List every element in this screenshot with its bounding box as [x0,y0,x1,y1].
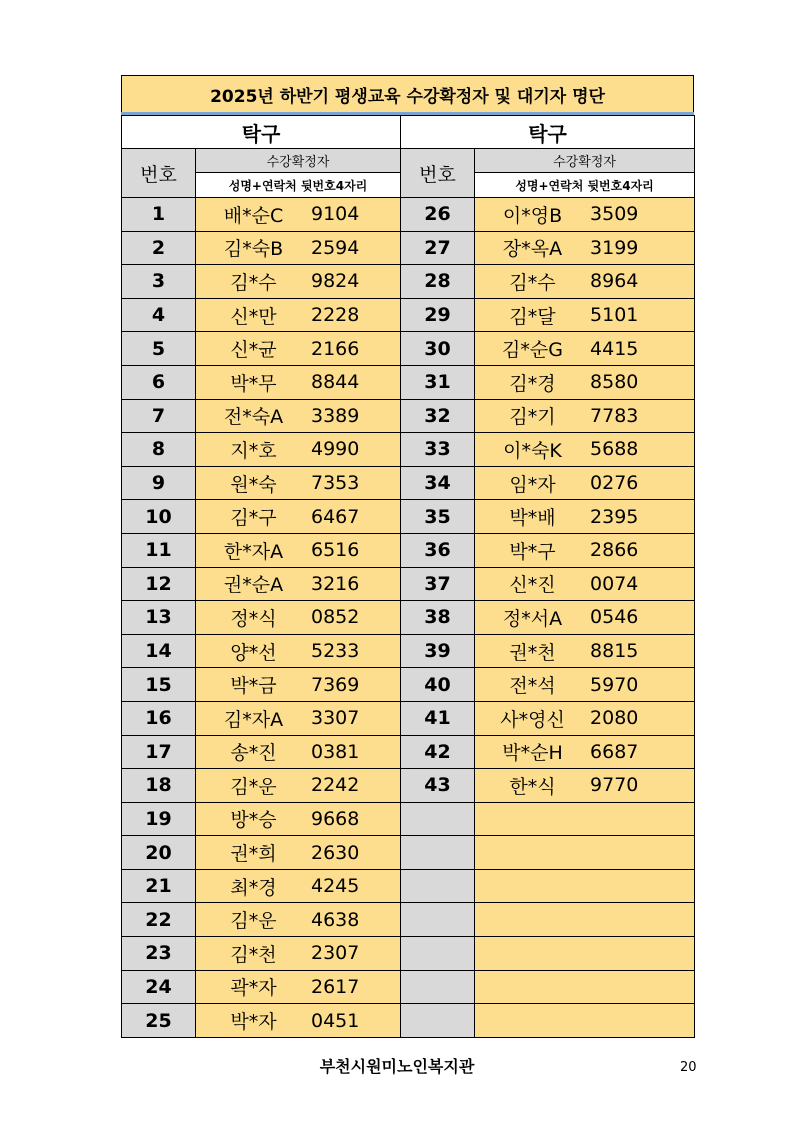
entry-content [475,604,694,631]
entry-content [475,705,694,732]
row-number: 15 [122,668,196,702]
table-row [122,198,695,232]
member-name: 권*천 [509,641,556,664]
row-number: 9 [122,466,196,500]
header-row [122,149,695,173]
row-number [401,937,475,971]
subject-left: 탁구 [122,116,401,149]
entry-content [196,772,400,799]
row-entry [475,937,695,971]
member-name: 전*석 [509,675,556,698]
row-entry [475,567,695,601]
member-name: 임*자 [509,473,556,496]
phone-last4: 2228 [311,304,360,327]
row-number: 21 [122,869,196,903]
phone-last4: 0451 [311,1009,360,1032]
phone-last4: 9668 [311,807,360,830]
phone-last4: 7783 [590,404,639,427]
row-number: 23 [122,937,196,971]
row-entry [475,231,695,265]
row-entry [475,533,695,567]
row-entry [196,298,401,332]
row-entry [475,970,695,1004]
entry-content [475,738,694,765]
row-entry [475,836,695,870]
row-number [401,802,475,836]
table-row [122,802,695,836]
entry-content [196,906,400,933]
table-row [122,500,695,534]
entry-content [475,402,694,429]
name-phone-header-right: 성명+연락처 뒷번호4자리 [475,173,695,198]
member-name: 이*영B [502,204,563,227]
phone-last4: 2630 [311,841,360,864]
member-name: 김*자A [223,708,284,731]
entry-content [196,940,400,967]
row-entry [475,668,695,702]
table-row [122,937,695,971]
phone-last4: 2307 [311,942,360,965]
row-entry [196,970,401,1004]
table-row [122,769,695,803]
member-name: 방*승 [230,809,277,832]
entry-content [196,705,400,732]
row-entry [196,231,401,265]
row-entry [196,802,401,836]
table-row [122,735,695,769]
row-number [401,970,475,1004]
table-row [122,634,695,668]
entry-content [196,604,400,631]
row-entry [475,802,695,836]
row-entry [475,265,695,299]
subject-row [122,116,695,149]
row-entry [475,735,695,769]
phone-last4: 5233 [311,640,360,663]
member-name: 박*배 [509,507,556,530]
row-entry [475,399,695,433]
phone-last4: 2594 [311,236,360,259]
row-entry [196,567,401,601]
entry-content [196,335,400,362]
member-name: 김*구 [230,507,277,530]
member-name: 박*금 [230,675,277,698]
member-name: 권*희 [230,843,277,866]
entry-content [475,470,694,497]
row-entry [196,937,401,971]
row-number: 27 [401,231,475,265]
member-name: 전*숙A [223,406,284,429]
table-row [122,399,695,433]
member-name: 장*옥A [502,238,563,261]
row-entry [196,1004,401,1038]
phone-last4: 0546 [590,606,639,629]
entry-content [475,638,694,665]
member-name: 김*수 [509,271,556,294]
phone-last4: 3509 [590,203,639,226]
member-name: 김*기 [509,406,556,429]
table-row [122,701,695,735]
row-entry [196,265,401,299]
entry-content [475,302,694,329]
row-number: 2 [122,231,196,265]
row-entry [196,533,401,567]
entry-content [475,772,694,799]
phone-last4: 7353 [311,472,360,495]
table-row [122,265,695,299]
entry-content [196,738,400,765]
row-number: 13 [122,601,196,635]
row-entry [475,298,695,332]
row-entry [475,701,695,735]
row-number: 5 [122,332,196,366]
entry-content [196,402,400,429]
row-number: 35 [401,500,475,534]
row-entry [196,634,401,668]
table-row [122,433,695,467]
member-name: 박*순H [502,742,563,765]
number-header-left: 번호 [122,149,196,198]
row-number: 31 [401,365,475,399]
phone-last4: 4990 [311,438,360,461]
phone-last4: 6687 [590,740,639,763]
phone-last4: 5688 [590,438,639,461]
name-phone-header-left: 성명+연락처 뒷번호4자리 [196,173,401,198]
entry-content [196,503,400,530]
phone-last4: 5101 [590,304,639,327]
member-name: 신*균 [230,339,277,362]
entry-content [196,302,400,329]
table-row [122,970,695,1004]
row-number: 25 [122,1004,196,1038]
row-entry [475,869,695,903]
row-entry [475,198,695,232]
row-number: 8 [122,433,196,467]
subject-right: 탁구 [401,116,695,149]
member-name: 원*숙 [230,473,277,496]
member-name: 박*무 [230,372,277,395]
entry-content [475,570,694,597]
member-name: 이*숙K [503,439,562,462]
row-number: 4 [122,298,196,332]
entry-content [475,335,694,362]
entry-content [475,268,694,295]
entry-content [196,570,400,597]
row-number: 43 [401,769,475,803]
row-entry [196,601,401,635]
table-row [122,298,695,332]
row-entry [196,869,401,903]
entry-content [475,234,694,261]
row-number: 33 [401,433,475,467]
entry-content [196,671,400,698]
table-row [122,466,695,500]
row-number [401,903,475,937]
enrollment-sheet [121,75,694,1036]
row-number: 41 [401,701,475,735]
phone-last4: 8844 [311,371,360,394]
entry-content [475,436,694,463]
table-row [122,365,695,399]
enrollment-table [121,115,695,1038]
row-entry [475,634,695,668]
row-entry [196,433,401,467]
member-name: 정*서A [502,607,563,630]
phone-last4: 4415 [590,337,639,360]
row-number: 7 [122,399,196,433]
row-entry [475,601,695,635]
table-row [122,668,695,702]
phone-last4: 9104 [311,203,360,226]
confirmed-header-left: 수강확정자 [196,149,401,173]
entry-content [475,369,694,396]
phone-last4: 0074 [590,572,639,595]
row-entry [475,332,695,366]
row-number: 18 [122,769,196,803]
member-name: 최*경 [230,876,277,899]
phone-last4: 5970 [590,673,639,696]
row-entry [196,769,401,803]
row-number: 20 [122,836,196,870]
row-number: 40 [401,668,475,702]
member-name: 김*운 [230,910,277,933]
entry-content [196,1007,400,1034]
entry-content [196,537,400,564]
member-name: 권*순A [223,574,284,597]
row-entry [196,399,401,433]
entry-content [196,638,400,665]
phone-last4: 9824 [311,270,360,293]
phone-last4: 3216 [311,572,360,595]
row-number: 42 [401,735,475,769]
member-name: 신*진 [509,574,556,597]
row-number: 3 [122,265,196,299]
row-entry [475,769,695,803]
row-number: 34 [401,466,475,500]
row-number [401,836,475,870]
entry-content [196,268,400,295]
phone-last4: 3389 [311,404,360,427]
row-number: 11 [122,533,196,567]
member-name: 한*식 [509,775,556,798]
page-number: 20 [680,1060,697,1075]
phone-last4: 2242 [311,774,360,797]
row-entry [475,466,695,500]
member-name: 박*구 [509,540,556,563]
row-number: 36 [401,533,475,567]
row-number: 38 [401,601,475,635]
row-number: 10 [122,500,196,534]
member-name: 박*자 [230,1011,277,1034]
entry-content [196,470,400,497]
table-row [122,903,695,937]
row-entry [196,668,401,702]
table-row [122,869,695,903]
member-name: 사*영신 [500,708,565,731]
member-name: 배*순C [223,204,284,227]
table-row [122,567,695,601]
member-name: 신*만 [230,305,277,328]
member-name: 김*경 [509,372,556,395]
row-number: 26 [401,198,475,232]
row-entry [196,735,401,769]
row-entry [475,903,695,937]
row-entry [196,198,401,232]
phone-last4: 2866 [590,539,639,562]
entry-content [196,873,400,900]
number-header-right: 번호 [401,149,475,198]
entry-content [196,436,400,463]
row-entry [475,365,695,399]
document-title: 2025년 하반기 평생교육 수강확정자 및 대기자 명단 [121,75,694,113]
member-name: 김*순G [502,339,563,362]
row-number [401,1004,475,1038]
table-row [122,601,695,635]
phone-last4: 7369 [311,673,360,696]
row-number: 16 [122,701,196,735]
entry-content [196,369,400,396]
row-number: 32 [401,399,475,433]
member-name: 양*선 [230,641,277,664]
phone-last4: 2617 [311,975,360,998]
row-number: 22 [122,903,196,937]
row-number: 37 [401,567,475,601]
phone-last4: 3199 [590,236,639,259]
row-entry [196,903,401,937]
phone-last4: 8815 [590,640,639,663]
row-entry [196,701,401,735]
row-number: 12 [122,567,196,601]
member-name: 한*자A [223,540,284,563]
phone-last4: 8964 [590,270,639,293]
table-row [122,533,695,567]
table-row [122,836,695,870]
member-name: 김*운 [230,775,277,798]
phone-last4: 9770 [590,774,639,797]
row-entry [475,1004,695,1038]
row-number: 14 [122,634,196,668]
row-entry [196,836,401,870]
confirmed-header-right: 수강확정자 [475,149,695,173]
table-row [122,1004,695,1038]
row-number: 39 [401,634,475,668]
phone-last4: 0276 [590,472,639,495]
entry-content [475,537,694,564]
table-row [122,332,695,366]
member-name: 지*호 [230,439,277,462]
row-number: 6 [122,365,196,399]
row-entry [196,332,401,366]
phone-last4: 3307 [311,707,360,730]
row-entry [475,433,695,467]
row-entry [475,500,695,534]
phone-last4: 0381 [311,740,360,763]
phone-last4: 4245 [311,875,360,898]
member-name: 김*천 [230,943,277,966]
entry-content [475,503,694,530]
organization-name: 부천시원미노인복지관 [319,1057,475,1076]
member-name: 송*진 [230,742,277,765]
phone-last4: 8580 [590,371,639,394]
row-number [401,869,475,903]
phone-last4: 6516 [311,539,360,562]
member-name: 김*수 [230,271,277,294]
phone-last4: 2166 [311,337,360,360]
row-number: 30 [401,332,475,366]
row-entry [196,466,401,500]
phone-last4: 6467 [311,505,360,528]
entry-content [475,671,694,698]
row-number: 24 [122,970,196,1004]
entry-content [196,839,400,866]
entry-content [475,201,694,228]
phone-last4: 2080 [590,707,639,730]
row-number: 28 [401,265,475,299]
table-row [122,231,695,265]
phone-last4: 0852 [311,606,360,629]
row-entry [196,500,401,534]
member-name: 곽*자 [230,977,277,1000]
member-name: 김*숙B [223,238,284,261]
entry-content [196,805,400,832]
entry-content [196,201,400,228]
row-number: 17 [122,735,196,769]
entry-content [196,973,400,1000]
row-entry [196,365,401,399]
row-number: 1 [122,198,196,232]
member-name: 김*달 [509,305,556,328]
entry-content [196,234,400,261]
row-number: 19 [122,802,196,836]
phone-last4: 2395 [590,505,639,528]
member-name: 정*식 [230,607,277,630]
phone-last4: 4638 [311,908,360,931]
row-number: 29 [401,298,475,332]
